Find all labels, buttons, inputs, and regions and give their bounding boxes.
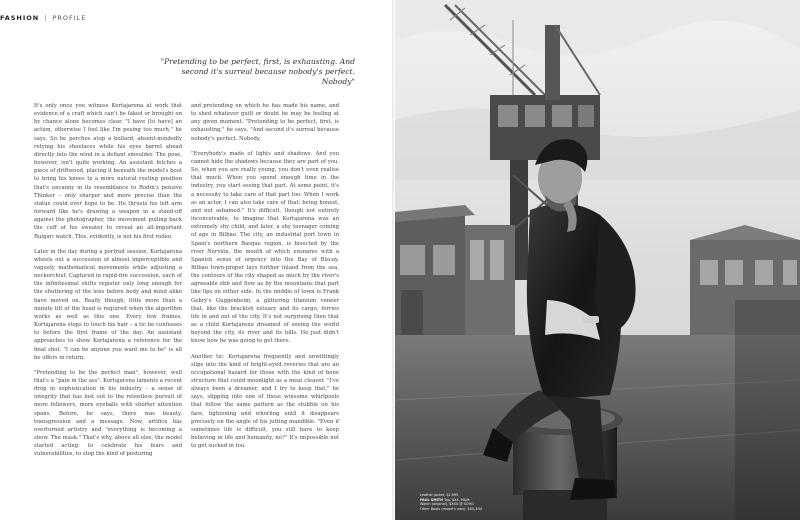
- watch: [583, 316, 599, 323]
- page-header: [0, 14, 86, 22]
- header-separator: |: [44, 14, 48, 22]
- subsection-label: PROFILE: [52, 14, 87, 22]
- editorial-photo: [395, 0, 800, 520]
- article-paragraph: and pretending on which he has made his name, and to shed whatever guilt or doubt he may be feeling at any given moment. "Pretending to be perfect, first, is exhausting," he says. "And second it's surreal because nobody's perfect. Nobody.: [191, 103, 339, 142]
- credit-line: PAUL SMITH Top, $XX, M&M: [420, 497, 470, 502]
- section-label: FASHION: [0, 14, 40, 22]
- text-page: [0, 0, 393, 520]
- article-paragraph: "Everybody's made of lights and shadows. And you cannot hide the shadows because they are part of you. So, when you are really young, you don't even realise that much. When you spend enough time in the industry, you start seeing that part. At some point, it's a necessity to take care of that part too. When I work as an actor, I can also take care of that: being honest, and not ashamed." It's difficult, though not entirely inconceivable, to imagine that Kortajarena was an extremely shy child, and later, a shy teenager coming of age in Bilbao. The city, an industrial port town in Spain's northern Basque region, is bisected by the river Nervión, the mouth of which ensnares with a Spanish sense of urgency into the Bay of Biscay. Bilbao town-proper lays further inland from the sea, the contours of the city shaped as much by the river's agreeable ebb and flow as by the mountains that part like lips on either side. In the middle of town is Frank Gehry's Guggenheim, a glittering titanium veneer that, like the brackish estuary and its cargo, ferries life in and out of the city. It's not surprising then that as a child Kortajarena dreamed of seeing the world beyond the city, its river and its hills. He just didn't know how he was going to get there.: [191, 150, 339, 345]
- article-paragraph: Later in the day during a portrait session, Kortajarena wheels out a succession of almost imperceptible and vaguely mathematical movements while adjusting a neckerchief. Captured in rapid-fire succession, each of the infinitesimal shifts register only long enough for the shuttering of the lens before body and mind alike have moved on. Really though, little more than a minute tilt of the head is required when the algorithm works as well as this one. Every few frames, Kortajarena stops to touch his hair – a tic he confesses to before the first frame of the day. An assistant approaches to show Kortajarena a reference for the final shot. "I can be anyone you want me to be" is all he offers in return.: [34, 248, 182, 361]
- article-paragraph: It's only once you witness Kortajarena at work that evidence of a craft which can't be faked or brought on by chance alone becomes clear. "I have [to have] an action, otherwise I feel like I'm posing too much," he says. So he perches atop a bollard, absent-mindedly retying his shoelaces while his eyes barrel ahead directly into the wind in a defiant smoulder. The pose, however, isn't quite working. An assistant fetches a piece of driftwood, placing it beneath the model's boot to bring his knees to a more natural resting position that's uncanny in its resemblance to Rodin's pensive Thinker – only sharper and more precise than the statue could ever hope to be. He thrusts his left arm forward like he's drawing a weapon in a stand-off against the photographer, the movement pulling back the cuff of his sweater to reveal an all-important Bulgari watch. This, evidently, is not his first rodeo.: [34, 103, 182, 240]
- credit-line: Other Boots (model's own), $XX,XXX: [420, 506, 483, 511]
- pull-quote: "Pretending to be perfect, first, is exhausting. And second it's surreal because nobody's perfect. Nobody": [160, 57, 355, 86]
- boot: [570, 478, 617, 500]
- article-paragraph: "Pretending to be the perfect man", however, well that's a "pain in the ass". Kortajarena laments a recent drop in sophistication in his industry – a sense of integrity that has lost out to the relentless pursuit of more followers, more eyeballs with shorter attention spans. Before, he says, there was beauty, transgression and a message. Now, artifice has overturned artistry and "everything is becoming a show. The mask." That's why, above all else, the model started acting: to celebrate his fears and vulnerabilities, to stop the kind of posturing: [34, 369, 182, 458]
- article-paragraph: Another tic: Kortajarena frequently and unwittingly slips into the kind of bright-eyed reveries that are an occupational hazard for those with the kind of bone structure that could moonlight as a meat cleaver. "I've always been a dreamer, and I try to keep that," he says, slipping into one of these winsome whirlpools that follow the same pattern as the stubble on his face, tightening and whorling until it disappears precisely on the angle of his jutting mandible. "Even if sometimes life is difficult, you still have to keep believing in life and humanity, no?" It's impossible not to get sucked in too.: [191, 353, 339, 450]
- credit-line: Leather jacket, $2,995,: [420, 493, 460, 497]
- photo-credits: [420, 493, 500, 511]
- article-column-2: [191, 102, 339, 457]
- article-column-1: [34, 102, 182, 466]
- credit-line: Watch (original), $XXX @ SOHO: [420, 502, 474, 506]
- dockside-photo-illustration: [395, 0, 800, 520]
